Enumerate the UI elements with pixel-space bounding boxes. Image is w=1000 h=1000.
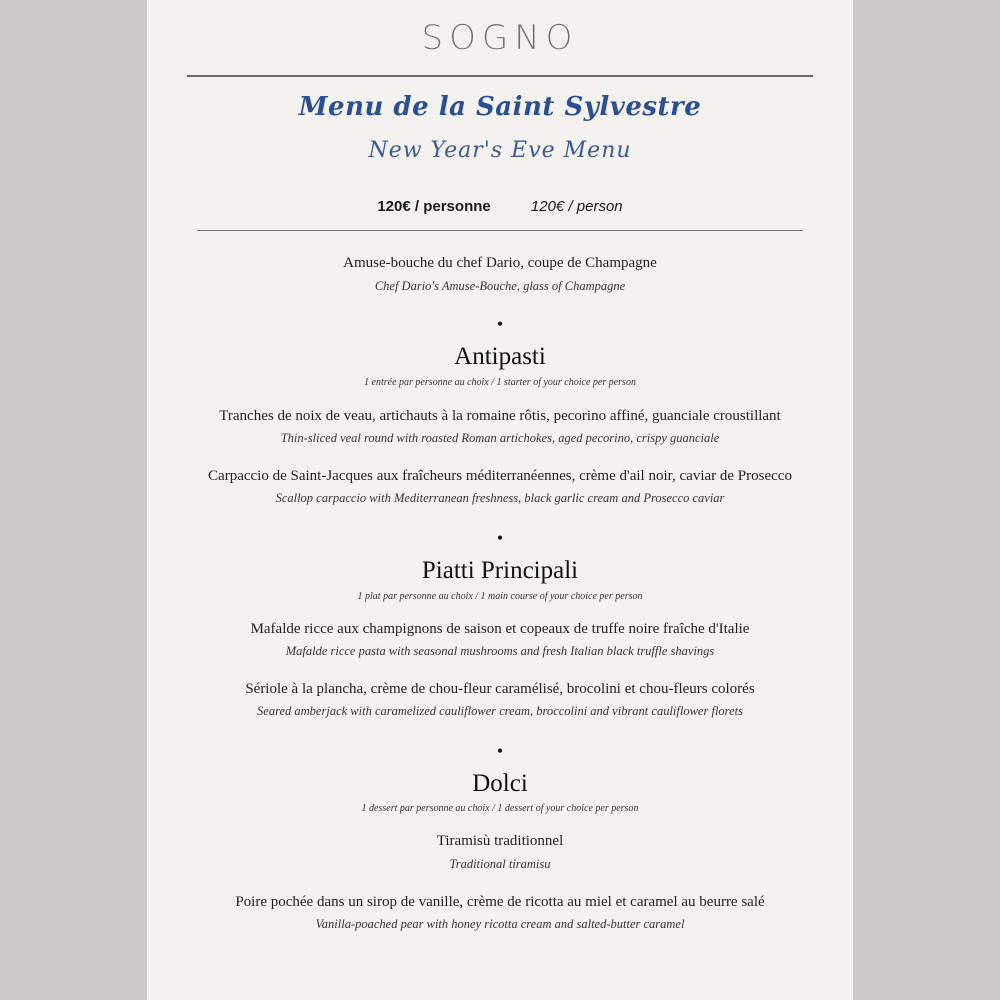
- section-title-antipasti: Antipasti: [454, 343, 546, 370]
- section-note-dolci: 1 dessert par personne au choix / 1 dessert of your choice per person: [361, 803, 639, 814]
- dish-fr: Carpaccio de Saint-Jacques aux fraîcheurs méditerranéennes, crème d'ail noir, caviar de Prosecco: [208, 468, 792, 484]
- dish-en: Scallop carpaccio with Mediterranean freshness, black garlic cream and Prosecco caviar: [275, 491, 725, 505]
- separator-dot: •: [496, 741, 504, 761]
- separator-dot: •: [496, 528, 504, 548]
- sogno-logo: SOGNO: [421, 18, 579, 58]
- price-divider: [197, 230, 803, 231]
- dish-en: Traditional tiramisu: [449, 857, 551, 871]
- amuse-bouche-en: Chef Dario's Amuse-Bouche, glass of Champagne: [374, 279, 626, 293]
- dish-fr: Sériole à la plancha, crème de chou-fleur caramélisé, brocolini et chou-fleurs colorés: [245, 681, 755, 697]
- dish-fr: Mafalde ricce aux champignons de saison et copeaux de truffe noire fraîche d'Italie: [250, 621, 750, 637]
- price-fr: 120€ / personne: [377, 198, 491, 215]
- dish-fr: Poire pochée dans un sirop de vanille, crème de ricotta au miel et caramel au beurre salé: [235, 894, 765, 910]
- menu-title-fr: Menu de la Saint Sylvestre: [298, 92, 702, 122]
- price-en: 120€ / person: [530, 198, 623, 215]
- dish-en: Thin-sliced veal round with roasted Roman artichokes, aged pecorino, crispy guanciale: [280, 431, 720, 445]
- section-note-piatti: 1 plat par personne au choix / 1 main course of your choice per person: [357, 591, 643, 602]
- section-title-piatti: Piatti Principali: [421, 557, 579, 584]
- price-line: [147, 198, 853, 215]
- section-title-dolci: Dolci: [472, 770, 528, 797]
- header-divider: [187, 75, 813, 77]
- amuse-bouche-fr: Amuse-bouche du chef Dario, coupe de Champagne: [343, 255, 657, 271]
- section-note-antipasti: 1 entrée par personne au choix / 1 starter of your choice per person: [364, 377, 636, 388]
- menu-page: [147, 0, 853, 1000]
- dish-en: Vanilla-poached pear with honey ricotta cream and salted-butter caramel: [315, 917, 685, 931]
- separator-dot: •: [496, 314, 504, 334]
- dish-en: Mafalde ricce pasta with seasonal mushrooms and fresh Italian black truffle shavings: [285, 644, 715, 658]
- dish-fr: Tiramisù traditionnel: [436, 833, 564, 849]
- dish-fr: Tranches de noix de veau, artichauts à la romaine rôtis, pecorino affiné, guanciale croustillant: [219, 408, 781, 424]
- menu-title-en: New Year's Eve Menu: [368, 138, 632, 163]
- dish-en: Seared amberjack with caramelized cauliflower cream, broccolini and vibrant cauliflower florets: [257, 704, 743, 718]
